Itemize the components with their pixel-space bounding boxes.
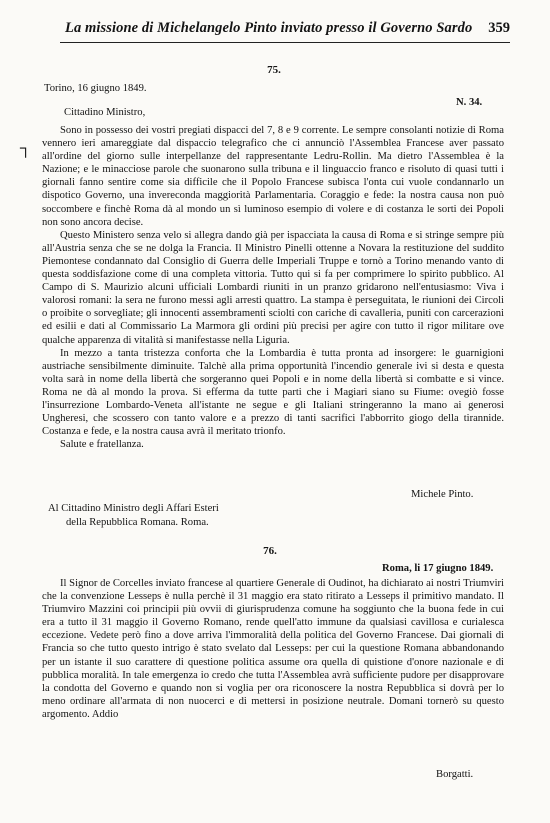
paragraph: In mezzo a tanta tristezza conforta che la Lombardia è tutta pronta ad insorgere: le guarnigioni austriache sensibilmente diminuite. Talchè alla prima opportunità l'incendio generale ivi si desta e questa volta sarà in nome della libertà che sorgeranno quei Popoli e in nome della libertà si combatte e si vince. Roma ne dà al mondo la prova. Si efferma da tutte parti che i Magiari siano su Fiume: ovegiò fosse l'insurrezione Lombardo-Veneta all'istante ne segue e gli Italiani stringeranno la mano ai generosi Ungheresi, che scossero con tanto valore e a prezzo di tanti sacrifici l'abborrito giogo della tirannide. Costanza e fede, e la nostra causa avrà il meritato trionfo.	[42, 347, 504, 438]
place-date-75: Torino, 16 giugno 1849.	[44, 83, 147, 94]
addressee-line-2: della Repubblica Romana. Roma.	[66, 517, 209, 528]
page-header	[60, 20, 510, 43]
paragraph: Il Signor de Corcelles inviato francese al quartiere Generale di Oudinot, ha dichiarato ai nostri Triumviri che la convenzione Lesseps è nulla perchè il 31 maggio era stato ritirato a Lesseps il primitivo mandato. Il Triumviro Mazzini coi principii più ovvii di giurisprudenza comune ha soggiunto che la buona fede in cui era a tutto il 31 maggio il Governo Romano, rende quell'atto immune da qualsiasi cavillosa e curialesca eccezione. Vedete però fino a dove arriva l'immoralità della politica del Governo Francese. Dai giornali di Francia so che tutto questo intrigo è stato svelato dal Lesseps: per cui la questione Romana abbandonando per un istante il suo carattere di questione politica assume ora quella di quistione d'onore nazionale e di pubblica moralità. In tale emergenza io credo che tutta l'Assemblea avrà sufficiente pudore per disapprovare la condotta del Governo e quando non si voglia per ora riconoscere la nostra Repubblica si dovrà per lo meno ordinare all'armata di non nuocerci e di mettersi in posizione neutrale. Domani tornerò su questo argomento. Addio	[42, 578, 504, 720]
running-title: La missione di Michelangelo Pinto inviato presso il Governo Sardo	[65, 20, 473, 36]
signature-75: Michele Pinto.	[411, 489, 474, 500]
paragraph: Sono in possesso dei vostri pregiati dispacci del 7, 8 e 9 corrente. Le sempre consolanti notizie di Roma vennero ieri amareggiate dal dispaccio telegrafico che ci annunciò l'Assemblea Francese aver passato all'ordine del giorno sulle interpellanze del rappresentante Ledru-Rollin. Ma dietro l'Assemblea è la Nazione; e le minacciose parole che suonarono sulla tribuna e il linguaccio franco e risoluto di quasi tutti i giornali fanno sentire come sia difficile che il Popolo Francese subisca l'onta cui vuole condannarlo un dispotico Governo, una invereconda maggiorità Parlamentaria. Coraggio e fede: la nostra causa non può soccombere e finchè Roma dà al mondo un sì luminoso esempio di volere e di costanza le sorti dei Popoli non sono ancora decise.	[42, 125, 504, 228]
document-number-76: 76.	[263, 545, 277, 557]
addressee-line-1: Al Cittadino Ministro degli Affari Esteri	[48, 503, 219, 514]
page-number: 359	[488, 20, 510, 36]
margin-mark-icon: ┐	[20, 140, 32, 157]
reference-number: N. 34.	[456, 97, 483, 108]
document-75-body	[42, 124, 504, 451]
document-number-75: 75.	[267, 64, 281, 76]
place-date-76: Roma, li 17 giugno 1849.	[382, 563, 494, 574]
document-76-body	[42, 577, 504, 721]
paragraph: Salute e fratellanza.	[60, 439, 144, 451]
signature-76: Borgatti.	[436, 769, 474, 780]
paragraph: Questo Ministero senza velo si allegra dando già per ispacciata la causa di Roma e si stringe sempre più all'Austria senza che se ne dolga la Francia. Il Ministro Pinelli ottenne a Novara la restituzione del suddito Piemontese condannato dal Consiglio di Guerra delle Imperiali Truppe e tornò a Torino menando vanto di questa soddisfazione come di una completa vittoria. Tutto qui si fa per comprimere lo spirito pubblico. Al Campo di S. Maurizio alcuni ufficiali Lombardi riuniti in un pranzo gridarono nell'entusiasmo: Viva i valorosi romani: la sera ne furono messi agli arresti quattro. La stampa è perseguitata, le riunioni dei Circoli o proibite o sorvegliate; gli innocenti assembramenti sciolti con cariche di cavalleria, puniti con carcerazioni ed esilii e dati al Commissario La Marmora gli ordini più precisi per agire con tutto il rigor militare ove qualche apparenza di vitalità si manifestasse nella Liguria.	[42, 229, 504, 346]
salutation: Cittadino Ministro,	[64, 107, 146, 118]
